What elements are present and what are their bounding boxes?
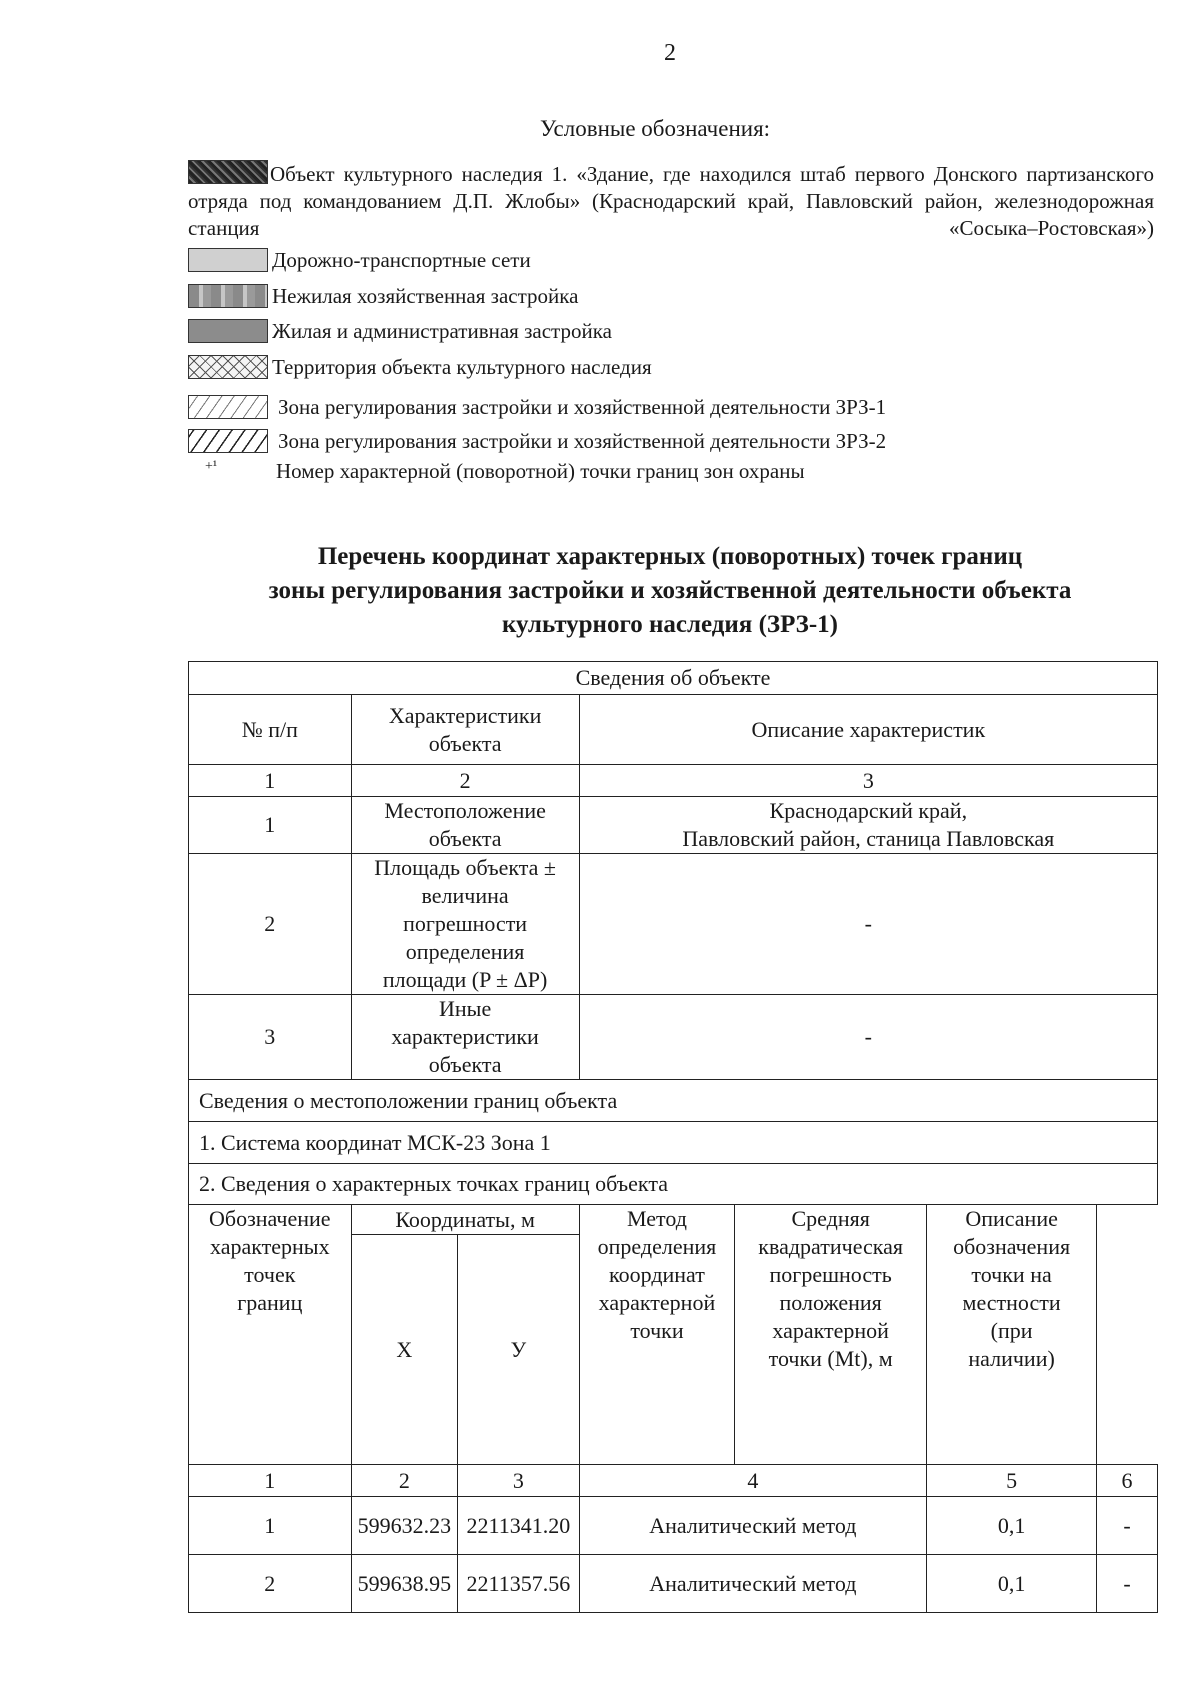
index-cell: 2 xyxy=(351,765,579,797)
legend-item-heritage-territory xyxy=(188,352,652,382)
index-cell: 3 xyxy=(458,1465,580,1497)
heading-line: Перечень координат характерных (поворотных) точек границ xyxy=(317,543,1023,570)
point-id: 2 xyxy=(189,1555,352,1613)
header-num: № п/п xyxy=(189,695,352,765)
legend-title: Условные обозначения: xyxy=(540,116,771,141)
index-cell: 6 xyxy=(1097,1465,1158,1497)
legend-item-text: Объект культурного наследия 1. «Здание, где находился штаб первого Донского партизанского отряда под командованием Д.П. Жлобы» (Краснодарский край, Павловский район, железнодорожная станция «Сосыка–Ростовская») xyxy=(188,162,1154,240)
row-description xyxy=(579,797,1157,854)
cultural-heritage-object-icon xyxy=(188,160,268,184)
header-point-description: Описание обозначения точки на местности (при наличии) xyxy=(927,1205,1097,1465)
index-cell: 1 xyxy=(189,765,352,797)
row-description: - xyxy=(579,854,1157,995)
legend-item-text: Зона регулирования застройки и хозяйственной деятельности ЗРЗ-1 xyxy=(278,394,887,419)
point-x: 599638.95 xyxy=(351,1555,458,1613)
legend-item-text: Территория объекта культурного наследия xyxy=(272,354,652,379)
legend-item-text: Номер характерной (поворотной) точки границ зон охраны xyxy=(276,458,805,483)
road-network-icon xyxy=(188,248,268,272)
legend-item-point xyxy=(276,456,805,486)
header-error: Средняя квадратическая погрешность положения характерной точки (Mt), м xyxy=(735,1205,927,1465)
legend-item-text: Зона регулирования застройки и хозяйственной деятельности ЗРЗ-2 xyxy=(278,428,887,453)
header-characteristic: Характеристики объекта xyxy=(351,695,579,765)
row-num: 2 xyxy=(189,854,352,995)
row-characteristic: Площадь объекта ± величина погрешности определения площади (P ± ΔP) xyxy=(351,854,579,995)
legend-item-nonresidential xyxy=(188,281,578,311)
point-y: 2211341.20 xyxy=(458,1497,580,1555)
point-id: 1 xyxy=(189,1497,352,1555)
legend-item-zrz1 xyxy=(188,392,886,422)
legend-item-text: Дорожно-транспортные сети xyxy=(272,247,531,272)
coordinates-table xyxy=(188,661,1158,1613)
page-number: 2 xyxy=(664,40,676,66)
heritage-territory-icon xyxy=(188,355,268,379)
non-residential-buildings-icon xyxy=(188,284,268,308)
row-characteristic: Иные характеристики объекта xyxy=(351,995,579,1080)
index-cell: 4 xyxy=(579,1465,926,1497)
index-cell: 5 xyxy=(927,1465,1097,1497)
points-title: 2. Сведения о характерных точках границ объекта xyxy=(189,1164,1158,1205)
index-cell: 1 xyxy=(189,1465,352,1497)
index-cell: 3 xyxy=(579,765,1157,797)
row-num: 3 xyxy=(189,995,352,1080)
header-designation: Обозначение характерных точек границ xyxy=(189,1205,352,1465)
heading-line: культурного наследия (ЗРЗ-1) xyxy=(501,611,839,638)
legend-item-text: Жилая и административная застройка xyxy=(272,318,612,343)
legend-item-zrz2 xyxy=(188,426,886,456)
zrz1-hatch-icon xyxy=(188,395,268,419)
residential-admin-buildings-icon xyxy=(188,319,268,343)
point-description: - xyxy=(1097,1555,1158,1613)
header-coords: Координаты, м xyxy=(351,1205,579,1235)
description-line: Павловский район, станица Павловская xyxy=(682,826,1055,851)
legend-item-residential xyxy=(188,316,612,346)
header-y: У xyxy=(458,1235,580,1465)
row-characteristic: Местоположение объекта xyxy=(351,797,579,854)
boundary-point-icon: +¹ xyxy=(205,459,218,474)
row-num: 1 xyxy=(189,797,352,854)
legend-item-text: Нежилая хозяйственная застройка xyxy=(272,283,579,308)
legend-item-road xyxy=(188,245,531,275)
zrz2-hatch-icon xyxy=(188,429,268,453)
section-title: Сведения об объекте xyxy=(189,662,1158,695)
index-cell: 2 xyxy=(351,1465,458,1497)
description-line: Краснодарский край, xyxy=(769,798,968,823)
header-x: X xyxy=(351,1235,458,1465)
heading-line: зоны регулирования застройки и хозяйственной деятельности объекта xyxy=(268,577,1072,604)
point-method: Аналитический метод xyxy=(579,1497,926,1555)
coordinate-system: 1. Система координат МСК-23 Зона 1 xyxy=(189,1122,1158,1164)
point-method: Аналитический метод xyxy=(579,1555,926,1613)
point-description: - xyxy=(1097,1497,1158,1555)
header-description: Описание характеристик xyxy=(579,695,1157,765)
header-method: Метод определения координат характерной точки xyxy=(579,1205,735,1465)
point-error: 0,1 xyxy=(927,1555,1097,1613)
row-description: - xyxy=(579,995,1157,1080)
point-error: 0,1 xyxy=(927,1497,1097,1555)
document-heading xyxy=(0,540,1200,642)
table-row xyxy=(189,1555,1158,1613)
point-y: 2211357.56 xyxy=(458,1555,580,1613)
table-row xyxy=(189,1497,1158,1555)
point-x: 599632.23 xyxy=(351,1497,458,1555)
boundary-section-title: Сведения о местоположении границ объекта xyxy=(189,1080,1158,1122)
